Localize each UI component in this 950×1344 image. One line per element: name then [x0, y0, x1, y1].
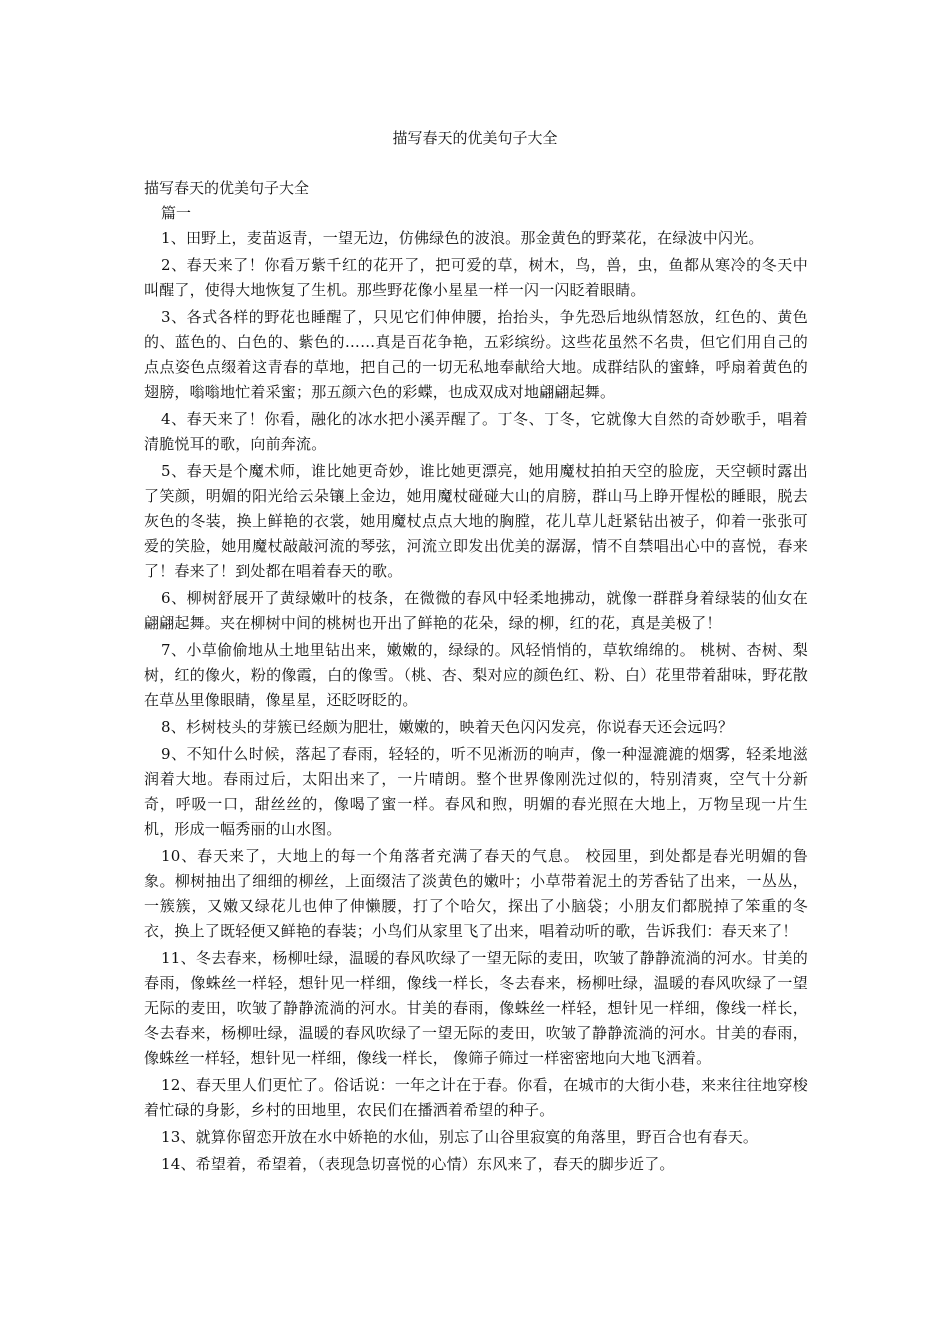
document-title: 描写春天的优美句子大全 [392, 129, 558, 147]
section-label: 篇一 [161, 204, 192, 222]
paragraph-7: 7、小草偷偷地从土地里钻出来，嫩嫩的，绿绿的。风轻悄悄的，草软绵绵的。 桃树、杏树、梨树，红的像火，粉的像霞，白的像雪。（桃、杏、梨对应的颜色红、粉、白）花里带着甜味，野花散在草丛里像眼睛，像星星，还眨呀眨的。 [144, 641, 808, 709]
paragraph-9: 9、不知什么时候，落起了春雨，轻轻的，听不见淅沥的响声，像一种湿漉漉的烟雾，轻柔地滋润着大地。春雨过后，太阳出来了，一片晴朗。整个世界像刚洗过似的，特别清爽，空气十分新奇，呼吸一口，甜丝丝的，像喝了蜜一样。春风和煦，明媚的春光照在大地上，万物呈现一片生机，形成一幅秀丽的山水图。 [144, 745, 808, 838]
document-body [144, 176, 808, 1179]
paragraph-10: 10、春天来了，大地上的每一个角落者充满了春天的气息。 校园里，到处都是春光明媚的鲁象。柳树抽出了细细的柳丝，上面缀洁了淡黄色的嫩叶；小草带着泥土的芳香钻了出来，一丛丛，一簇簇，又嫩又绿花儿也伸了伸懒腰，打了个哈欠，探出了小脑袋；小朋友们都脱掉了笨重的冬衣，换上了既轻便又鲜艳的春装；小鸟们从家里飞了出来，唱着动听的歌，告诉我们：春天来了！ [144, 847, 808, 940]
paragraph-5: 5、春天是个魔术师，谁比她更奇妙，谁比她更漂亮，她用魔杖拍拍天空的脸庞，天空顿时露出了笑颜，明媚的阳光给云朵镶上金边，她用魔杖碰碰大山的肩膀，群山马上睁开惺松的睡眼，脱去灰色的冬装，换上鲜艳的衣裳，她用魔杖点点大地的胸膛，花儿草儿赶紧钻出被子，仰着一张张可爱的笑脸，她用魔杖敲敲河流的琴弦，河流立即发出优美的潺潺，情不自禁唱出心中的喜悦，春来了！春来了！到处都在唱着春天的歌。 [144, 462, 808, 580]
paragraph-3: 3、各式各样的野花也睡醒了，只见它们伸伸腰，抬抬头，争先恐后地纵情怒放，红色的、黄色的、蓝色的、白色的、紫色的……真是百花争艳，五彩缤纷。这些花虽然不名贵，但它们用自己的点点姿色点缀着这青春的草地，把自己的一切无私地奉献给大地。成群结队的蜜蜂，呼扇着黄色的翅膀，嗡嗡地忙着采蜜；那五颜六色的彩蝶，也成双成对地翩翩起舞。 [144, 308, 808, 401]
paragraph-14: 14、希望着，希望着，（表现急切喜悦的心情）东风来了，春天的脚步近了。 [161, 1155, 675, 1173]
paragraph-1: 1、田野上，麦苗返青，一望无边，仿佛绿色的波浪。那金黄色的野菜花，在绿波中闪光。 [161, 229, 764, 247]
document-subtitle: 描写春天的优美句子大全 [144, 179, 310, 197]
paragraph-8: 8、杉树枝头的芽簇已经颇为肥壮，嫩嫩的，映着天色闪闪发亮，你说春天还会远吗？ [161, 718, 734, 736]
paragraph-13: 13、就算你留恋开放在水中娇艳的水仙，别忘了山谷里寂寞的角落里，野百合也有春天。 [161, 1128, 759, 1146]
paragraph-11: 11、冬去春来，杨柳吐绿，温暖的春风吹绿了一望无际的麦田，吹皱了静静流淌的河水。甘美的春雨，像蛛丝一样轻，想针见一样细，像线一样长，冬去春来，杨柳吐绿，温暖的春风吹绿了一望无际的麦田，吹皱了静静流淌的河水。甘美的春雨，像蛛丝一样轻，想针见一样细，像线一样长，冬去春来，杨柳吐绿，温暖的春风吹绿了一望无际的麦田，吹皱了静静流淌的河水。甘美的春雨，像蛛丝一样轻，想针见一样细，像线一样长， 像筛子筛过一样密密地向大地飞洒着。 [144, 949, 808, 1067]
paragraph-2: 2、春天来了！你看万紫千红的花开了，把可爱的草，树木，鸟，兽，虫，鱼都从寒冷的冬天中叫醒了，使得大地恢复了生机。那些野花像小星星一样一闪一闪眨着眼睛。 [144, 256, 808, 299]
paragraph-4: 4、春天来了！你看，融化的冰水把小溪弄醒了。丁冬、丁冬，它就像大自然的奇妙歌手，唱着清脆悦耳的歌，向前奔流。 [144, 410, 808, 453]
paragraph-12: 12、春天里人们更忙了。俗话说：一年之计在于春。你看，在城市的大街小巷，来来往往地穿梭着忙碌的身影，乡村的田地里，农民们在播洒着希望的种子。 [144, 1076, 808, 1119]
paragraph-6: 6、柳树舒展开了黄绿嫩叶的枝条，在微微的春风中轻柔地拂动，就像一群群身着绿装的仙女在翩翩起舞。夹在柳树中间的桃树也开出了鲜艳的花朵，绿的柳，红的花，真是美极了！ [144, 589, 808, 632]
